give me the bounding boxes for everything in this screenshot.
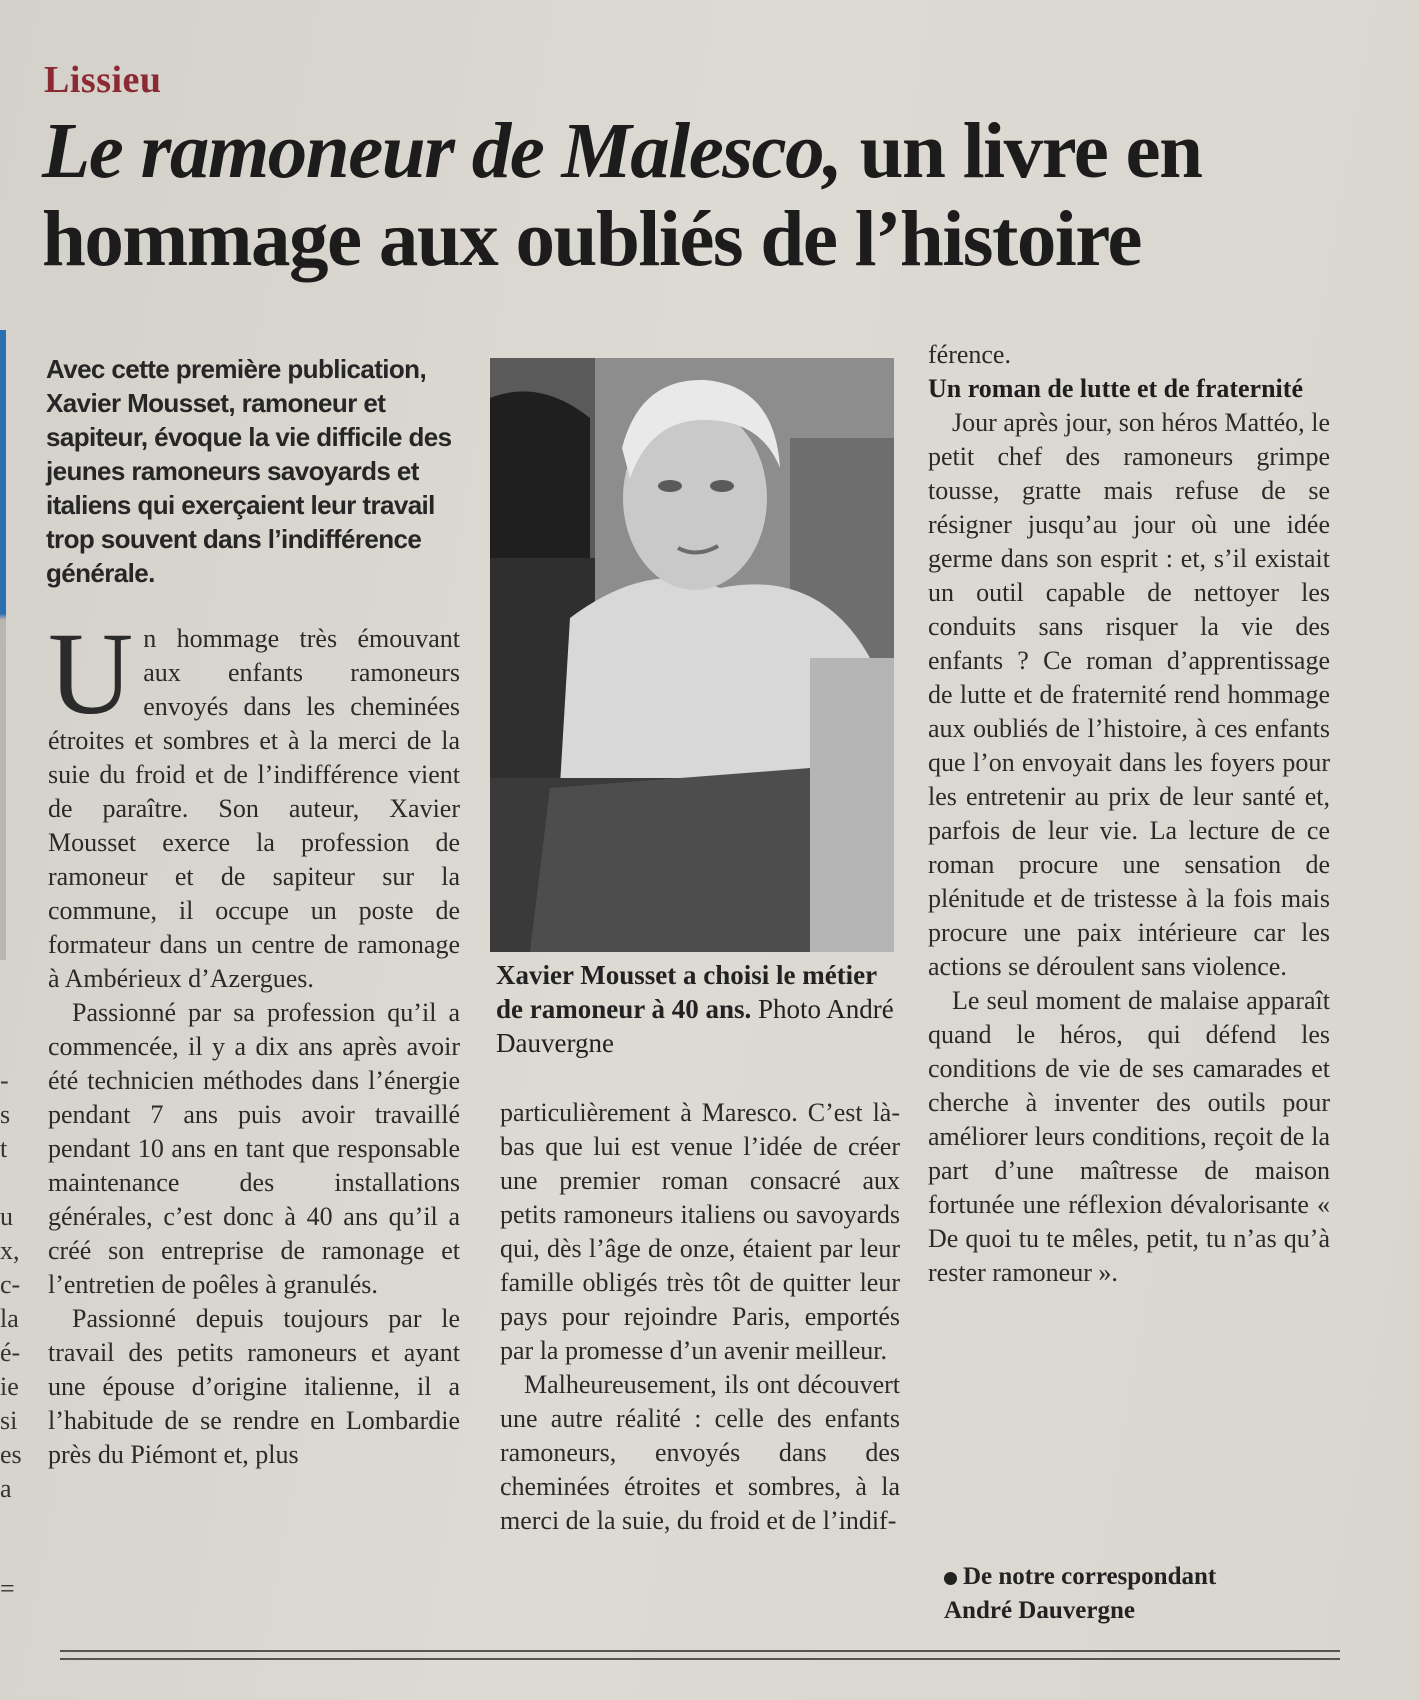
adjacent-column-fragment: u	[0, 1202, 13, 1231]
adjacent-column-fragment: ie	[0, 1372, 19, 1401]
adjacent-column-fragment: =	[0, 1574, 15, 1603]
adjacent-column-fragment: la	[0, 1304, 19, 1333]
bottom-rule	[60, 1650, 1340, 1652]
article-column-1	[48, 608, 460, 1472]
adjacent-column-fragment: x,	[0, 1236, 20, 1265]
adjacent-column-image-edge	[0, 330, 6, 960]
rubric: Lissieu	[44, 59, 162, 101]
drop-cap: U	[48, 608, 134, 739]
headline-rest: un livre en hommage aux oubliés de l’histoire	[42, 108, 1202, 283]
author-photo-illustration	[490, 358, 894, 952]
adjacent-column-fragment: t	[0, 1134, 8, 1163]
adjacent-column-fragment: si	[0, 1406, 18, 1435]
article-column-3	[928, 338, 1330, 1290]
adjacent-column-fragment: é-	[0, 1338, 21, 1367]
bottom-rule-2	[60, 1658, 1340, 1660]
photo-credit: Photo André Dauvergne	[496, 994, 894, 1058]
adjacent-column-fragment: c-	[0, 1270, 21, 1299]
byline	[944, 1560, 1364, 1628]
photo-caption-text: Xavier Mousset a choisi le métier de ramoneur à 40 ans.	[496, 960, 877, 1024]
subheading: Un roman de lutte et de fraternité	[928, 374, 1303, 403]
paragraph-1: n hommage très émouvant aux enfants ramoneurs envoyés dans les cheminées étroites et sombres et à la merci de la suie du froid et de l’indifférence vient de paraître. Son auteur, Xavier Mousset exerce la profession de ramoneur et de sapiteur sur la commune, il occupe un poste de formateur dans un centre de ramonage à Ambérieux d’Azergues.	[48, 624, 460, 993]
byline-author: André Dauvergne	[944, 1597, 1135, 1624]
adjacent-column-fragment: -	[0, 1066, 9, 1095]
author-photo	[490, 358, 894, 952]
headline-book-title: Le ramoneur de Malesco,	[42, 108, 842, 195]
adjacent-column-fragment: s	[0, 1100, 11, 1129]
paragraph-3: Passionné depuis toujours par le travail des petits ramoneurs et ayant une épouse d’origine italienne, il a l’habitude de se rendre en Lombardie près du Piémont et, plus	[48, 1304, 460, 1469]
article-column-2	[500, 1096, 900, 1538]
paragraph-8: Le seul moment de malaise apparaît quand le héros, qui défend les conditions de vie de ses camarades et cherche à inventer des outils pour améliorer leurs conditions, reçoit de la part d’une maîtresse de maison fortunée une réflexion dévalorisante « De quoi tu te mêles, petit, tu n’as qu’à rester ramoneur ».	[928, 986, 1330, 1287]
byline-role: De notre correspondant	[963, 1563, 1217, 1590]
lede: Avec cette première publication, Xavier Mousset, ramoneur et sapiteur, évoque la vie difficile des jeunes ramoneurs savoyards et italiens qui exerçaient leur travail trop souvent dans l’indifférence générale.	[46, 354, 452, 588]
paragraph-5: Malheureusement, ils ont découvert une autre réalité : celle des enfants ramoneurs, envoyés dans des cheminées étroites et sombres, à la merci de la suie, du froid et de l’indif-	[500, 1370, 900, 1535]
adjacent-column-fragment: a	[0, 1474, 12, 1503]
photo-caption	[496, 958, 896, 1060]
paragraph-2: Passionné par sa profession qu’il a commencée, il y a dix ans après avoir été technicien méthodes dans l’énergie pendant 7 ans puis avoir travaillé pendant 10 ans en tant que responsable maintenance des installations générales, c’est donc à 40 ans qu’il a créé son entreprise de ramonage et l’entretien de poêles à granulés.	[48, 998, 460, 1299]
headline	[42, 108, 1372, 284]
adjacent-column-fragment: es	[0, 1440, 22, 1469]
paragraph-4: particulièrement à Maresco. C’est là-bas que lui est venue l’idée de créer une premier roman consacré aux petits ramoneurs italiens ou savoyards qui, dès l’âge de onze, étaient par leur famille obligés très tôt de quitter leur pays pour rejoindre Paris, emportés par la promesse d’un avenir meilleur.	[500, 1098, 900, 1365]
paragraph-7: Jour après jour, son héros Mattéo, le petit chef des ramoneurs grimpe tousse, gratte mais refuse de se résigner jusqu’au jour où une idée germe dans son esprit : et, s’il existait un outil capable de nettoyer les conduits sans risquer la vie des enfants ? Ce roman d’apprentissage de lutte et de fraternité rend hommage aux oubliés de l’histoire, à ces enfants que l’on envoyait dans les foyers pour les entretenir au prix de leur santé et, parfois de leur vie. La lecture de ce roman procure une sensation de plénitude et de tristesse à la fois mais procure une paix intérieure car les actions se déroulent sans violence.	[928, 408, 1330, 981]
paragraph-6: férence.	[928, 340, 1011, 369]
bullet-icon	[944, 1572, 957, 1585]
